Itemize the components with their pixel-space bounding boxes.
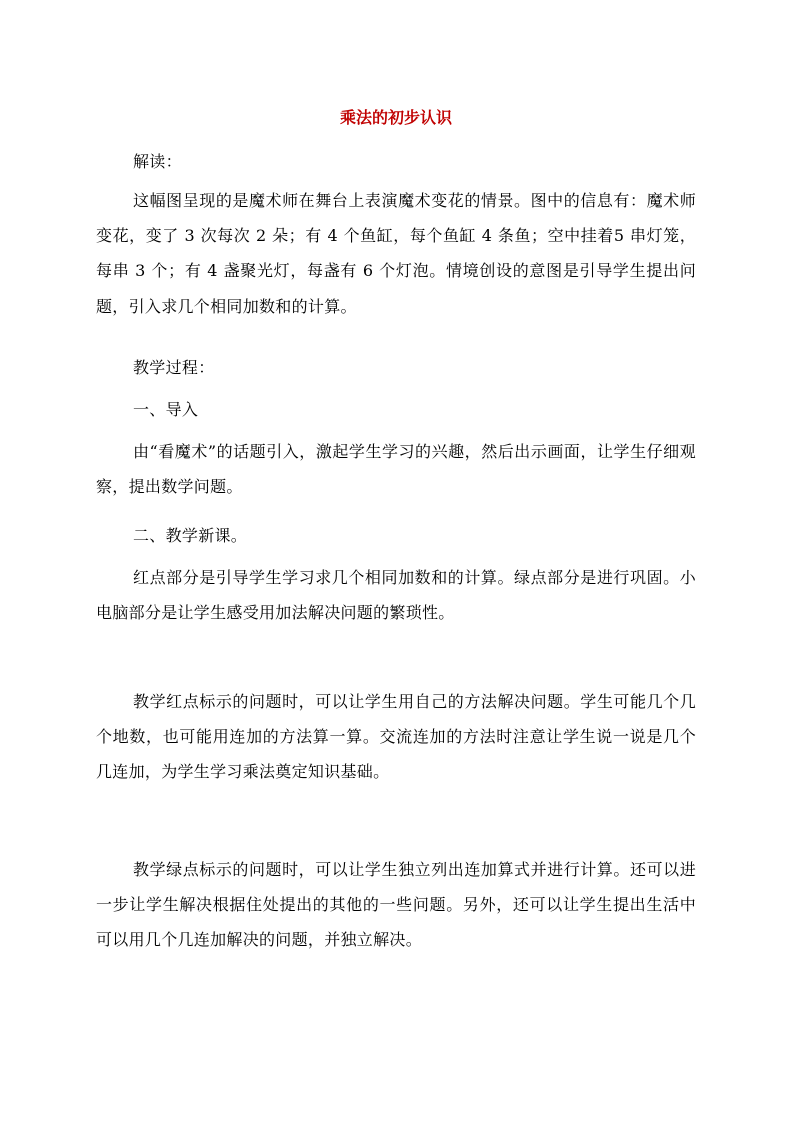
- paragraph-section-intro-body: 由“看魔术”的话题引入，激起学生学习的兴趣，然后出示画面，让学生仔细观察，提出数学问题。: [96, 442, 696, 497]
- paragraph-new-lesson-overview: 红点部分是引导学生学习求几个相同加数和的计算。绿点部分是进行巩固。小电脑部分是让学生感受用加法解决问题的繁琐性。: [96, 568, 696, 623]
- paragraph-green-dot-teaching: 教学绿点标示的问题时，可以让学生独立列出连加算式并进行计算。还可以进一步让学生解决根据住处提出的其他的一些问题。另外，还可以让学生提出生活中可以用几个几连加解决的问题，并独立解决。: [96, 860, 696, 950]
- paragraph-interpretation-heading: 解读：: [133, 152, 182, 171]
- document-page: [96, 0, 696, 1123]
- document-title: 乘法的初步认识: [339, 108, 452, 127]
- paragraph-interpretation-body: 这幅图呈现的是魔术师在舞台上表演魔术变花的情景。图中的信息有：魔术师变花，变了 3 次每次 2 朵；有 4 个鱼缸，每个鱼缸 4 条鱼；空中挂着5 串灯笼，每串 3 个；有 4 盏聚光灯，每盏有 6 个灯泡。情境创设的意图是引导学生提出问题，引入求几个相同加数和的计算。: [96, 191, 696, 316]
- paragraph-section-new-lesson-heading: 二、教学新课。: [133, 526, 248, 545]
- paragraph-section-intro-heading: 一、导入: [133, 400, 199, 419]
- paragraph-red-dot-teaching: 教学红点标示的问题时，可以让学生用自己的方法解决问题。学生可能几个几个地数，也可能用连加的方法算一算。交流连加的方法时注意让学生说一说是几个几连加，为学生学习乘法奠定知识基础。: [96, 692, 696, 782]
- paragraph-teaching-process-heading: 教学过程：: [133, 358, 215, 377]
